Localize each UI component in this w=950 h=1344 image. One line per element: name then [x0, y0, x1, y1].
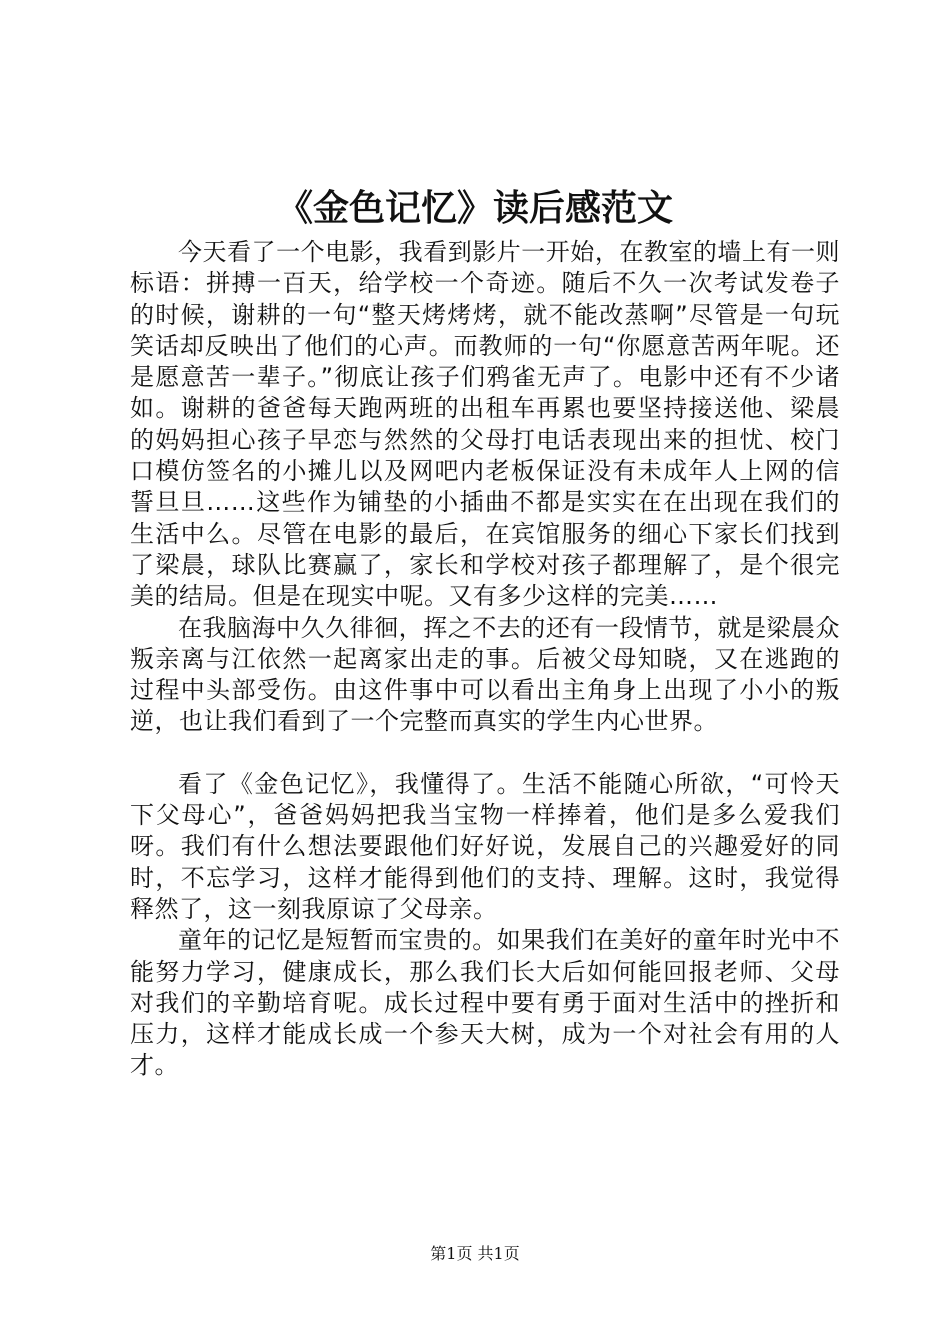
paragraph-2: 在我脑海中久久徘徊，挥之不去的还有一段情节，就是梁晨众叛亲离与江依然一起离家出走的事。后被父母知晓，又在逃跑的过程中头部受伤。由这件事中可以看出主角身上出现了小小的叛逆，也让我们看到了一个完整而真实的学生内心世界。 [130, 613, 840, 736]
paragraph-3: 看了《金色记忆》，我懂得了。生活不能随心所欲，“可怜天下父母心”，爸爸妈妈把我当宝物一样捧着，他们是多么爱我们呀。我们有什么想法要跟他们好好说，发展自己的兴趣爱好的同时，不忘学习，这样才能得到他们的支持、理解。这时，我觉得释然了，这一刻我原谅了父母亲。 [130, 769, 840, 923]
document-title: 《金色记忆》读后感范文 [276, 187, 673, 229]
document-body [130, 237, 840, 1082]
paragraph-1: 今天看了一个电影，我看到影片一开始，在教室的墙上有一则标语：拼搏一百天，给学校一个奇迹。随后不久一次考试发卷子的时候，谢耕的一句“整天烤烤烤，就不能改蒸啊”尽管是一句玩笑话却反映出了他们的心声。而教师的一句“你愿意苦两年呢。还是愿意苦一辈子。”彻底让孩子们鸦雀无声了。电影中还有不少诸如。谢耕的爸爸每天跑两班的出租车再累也要坚持接送他、梁晨的妈妈担心孩子早恋与然然的父母打电话表现出来的担忧、校门口模仿签名的小摊儿以及网吧内老板保证没有未成年人上网的信誓旦旦……这些作为铺垫的小插曲不都是实实在在出现在我们的生活中么。尽管在电影的最后，在宾馆服务的细心下家长们找到了梁晨，球队比赛赢了，家长和学校对孩子都理解了，是个很完美的结局。但是在现实中呢。又有多少这样的完美…… [130, 238, 840, 611]
paragraph-4: 童年的记忆是短暂而宝贵的。如果我们在美好的童年时光中不能努力学习，健康成长，那么我们长大后如何能回报老师、父母对我们的辛勤培育呢。成长过程中要有勇于面对生活中的挫折和压力，这样才能成长成一个参天大树，成为一个对社会有用的人才。 [130, 926, 840, 1080]
page-footer: 第1页 共1页 [430, 1244, 520, 1263]
